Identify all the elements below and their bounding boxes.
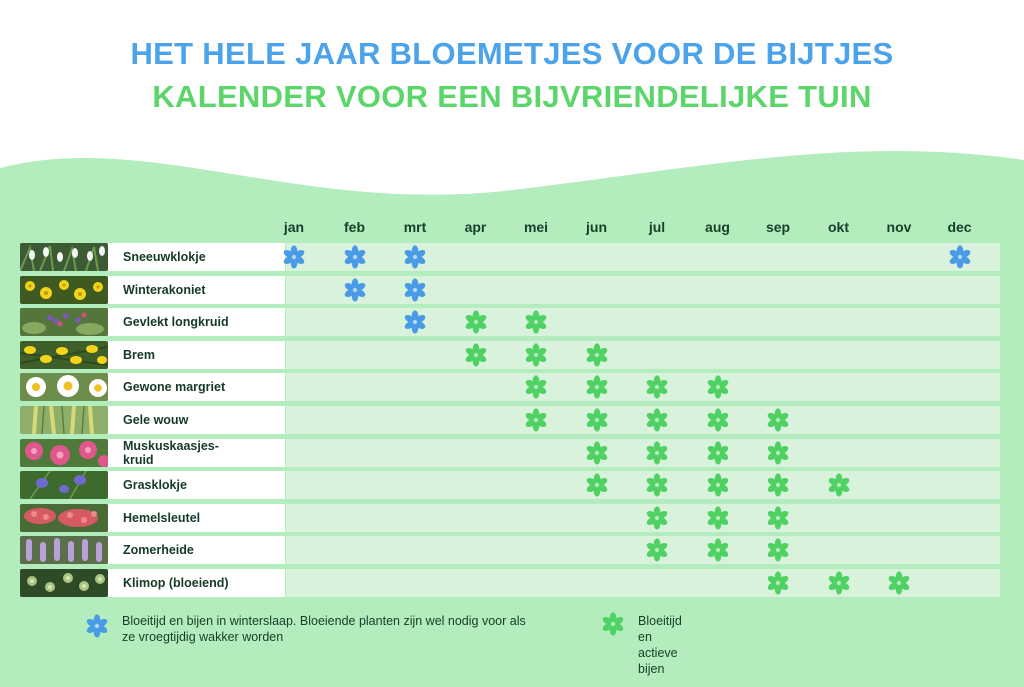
plant-photo-sedum — [20, 504, 108, 532]
month-label-feb: feb — [344, 219, 365, 235]
green-flower-marker — [585, 375, 609, 399]
month-label-aug: aug — [705, 219, 730, 235]
plant-photo-heather — [20, 536, 108, 564]
plant-row — [20, 504, 1000, 532]
month-label-dec: dec — [947, 219, 972, 235]
green-flower-marker — [827, 473, 851, 497]
green-flower-marker — [645, 408, 669, 432]
green-flower-marker — [766, 473, 790, 497]
green-flower-marker — [524, 343, 548, 367]
page-subtitle: KALENDER VOOR EEN BIJVRIENDELIJKE TUIN — [152, 79, 872, 114]
green-flower-marker — [706, 538, 730, 562]
green-flower-marker — [645, 538, 669, 562]
blue-flower-marker — [948, 245, 972, 269]
plant-photo-lungwort — [20, 308, 108, 336]
green-flower-marker — [464, 310, 488, 334]
month-label-jun: jun — [586, 219, 607, 235]
green-flower-marker — [464, 343, 488, 367]
legend-blue-text: Bloeitijd en bijen in winterslaap. Bloeiende planten zijn wel nodig voor als ze vroegtijdig wakker worden — [122, 614, 526, 644]
plant-name: Hemelsleutel — [123, 510, 201, 525]
green-flower-marker — [585, 408, 609, 432]
plant-row — [20, 373, 1000, 401]
green-flower-marker — [706, 441, 730, 465]
plant-photo-harebell — [20, 471, 108, 499]
plant-label-cell — [108, 536, 285, 564]
plant-photo-weld — [20, 406, 108, 434]
plant-row — [20, 471, 1000, 499]
plant-name: Muskuskaasjes- kruid — [123, 438, 219, 467]
plant-photo-mallow — [20, 439, 108, 467]
green-flower-marker — [524, 310, 548, 334]
green-flower-marker — [585, 343, 609, 367]
green-flower-marker — [585, 473, 609, 497]
green-flower-marker — [766, 571, 790, 595]
plant-name: Gewone margriet — [123, 380, 226, 395]
blue-flower-marker — [282, 245, 306, 269]
plant-month-track — [286, 504, 1000, 532]
page-title: HET HELE JAAR BLOEMETJES VOOR DE BIJTJES — [130, 36, 894, 71]
blue-flower-marker — [343, 245, 367, 269]
plant-photo-daisy — [20, 373, 108, 401]
plant-row — [20, 243, 1000, 271]
plant-label-cell — [108, 569, 285, 597]
blue-flower-marker — [343, 278, 367, 302]
plant-name: Sneeuwklokje — [123, 250, 206, 264]
month-label-okt: okt — [828, 219, 849, 235]
green-flower-marker — [645, 441, 669, 465]
green-flower-marker — [766, 408, 790, 432]
plant-month-track — [286, 536, 1000, 564]
plant-name: Brem — [123, 347, 155, 362]
green-flower-marker — [645, 375, 669, 399]
plant-label-cell — [108, 471, 285, 499]
green-flower-marker — [706, 473, 730, 497]
plant-month-track — [286, 308, 1000, 336]
plant-row — [20, 439, 1000, 467]
plant-row — [20, 341, 1000, 369]
plant-row — [20, 536, 1000, 564]
plant-photo-aconite — [20, 276, 108, 304]
green-flower-marker — [585, 441, 609, 465]
plant-month-track — [286, 276, 1000, 304]
green-flower-marker — [706, 375, 730, 399]
plant-label-cell — [108, 373, 285, 401]
green-flower-marker — [706, 506, 730, 530]
green-flower-marker — [766, 538, 790, 562]
green-flower-marker — [524, 375, 548, 399]
plant-month-track — [286, 243, 1000, 271]
plant-month-track — [286, 341, 1000, 369]
blue-flower-marker — [403, 245, 427, 269]
plant-photo-ivy — [20, 569, 108, 597]
plant-label-cell — [108, 308, 285, 336]
green-flower-marker — [887, 571, 911, 595]
month-label-mei: mei — [523, 219, 549, 235]
plant-photo-snowdrop — [20, 243, 108, 271]
legend-green-flower-icon — [601, 612, 625, 636]
plant-month-track — [286, 373, 1000, 401]
plant-month-track — [286, 406, 1000, 434]
month-label-mrt: mrt — [403, 219, 427, 235]
plant-name: Winterakoniet — [123, 282, 206, 297]
plant-row — [20, 276, 1000, 304]
month-label-apr: apr — [464, 219, 487, 235]
green-flower-marker — [827, 571, 851, 595]
plant-row — [20, 406, 1000, 434]
plant-row — [20, 569, 1000, 597]
month-label-nov: nov — [886, 219, 912, 235]
green-flower-marker — [766, 441, 790, 465]
plant-label-cell — [108, 439, 285, 467]
green-flower-marker — [645, 506, 669, 530]
plant-name: Zomerheide — [123, 543, 194, 558]
green-flower-marker — [766, 506, 790, 530]
green-flower-marker — [706, 408, 730, 432]
plant-name: Gevlekt longkruid — [123, 315, 229, 330]
plant-month-track — [286, 439, 1000, 467]
green-flower-marker — [524, 408, 548, 432]
plant-row — [20, 308, 1000, 336]
plant-label-cell — [108, 276, 285, 304]
legend-blue-flower-icon — [85, 614, 109, 638]
month-label-sep: sep — [765, 219, 791, 235]
blue-flower-marker — [403, 278, 427, 302]
blue-flower-marker — [403, 310, 427, 334]
plant-name: Grasklokje — [123, 478, 187, 493]
plant-label-cell — [108, 341, 285, 369]
plant-name: Gele wouw — [123, 413, 189, 427]
plant-label-cell — [108, 504, 285, 532]
green-flower-marker — [645, 473, 669, 497]
month-label-jul: jul — [648, 219, 666, 235]
plant-label-cell — [108, 243, 285, 271]
plant-name: Klimop (bloeiend) — [123, 576, 229, 590]
legend-green-text: Bloeitijd en actieve bijen — [638, 614, 682, 676]
plant-label-cell — [108, 406, 285, 434]
plant-photo-broom — [20, 341, 108, 369]
month-label-jan: jan — [283, 219, 305, 235]
plant-month-track — [286, 471, 1000, 499]
